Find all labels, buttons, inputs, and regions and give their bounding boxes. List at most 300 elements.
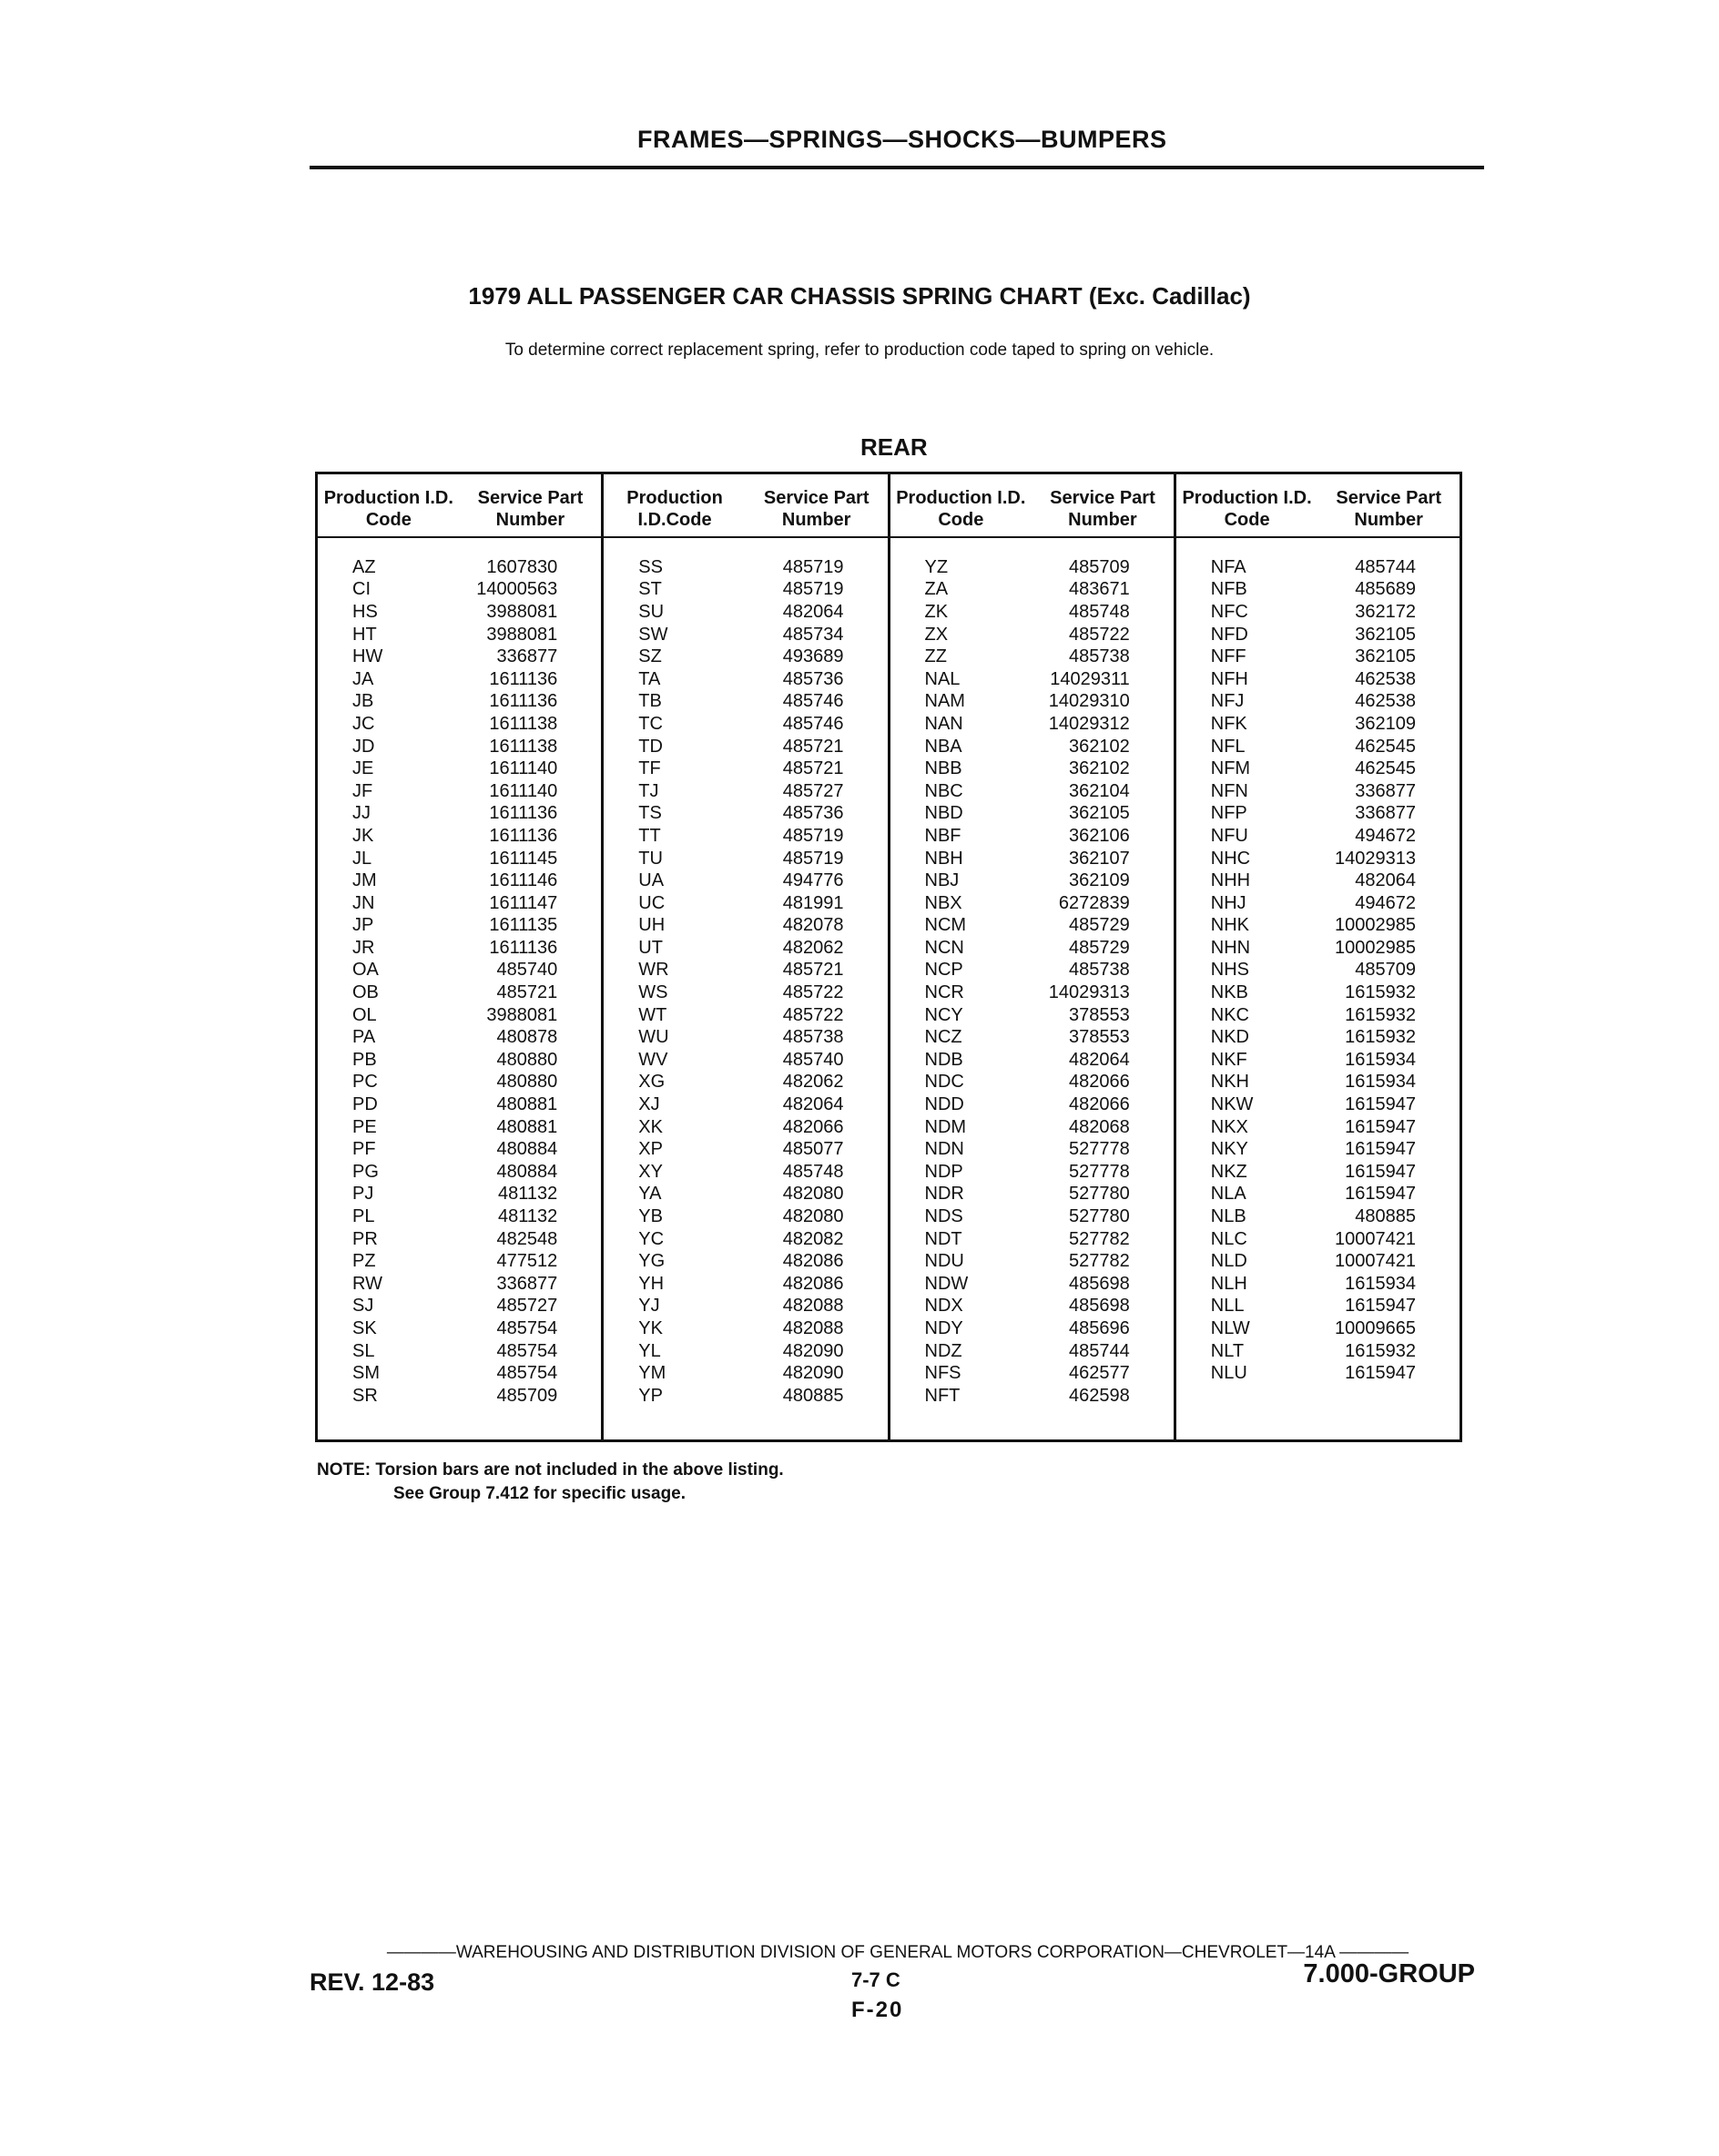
table-row — [1176, 780, 1460, 803]
production-code: NKH — [1210, 1072, 1249, 1093]
production-code: NLD — [1210, 1251, 1247, 1272]
table-row — [890, 1004, 1174, 1027]
table-row — [604, 825, 887, 848]
production-code: UT — [638, 937, 663, 958]
production-code: JP — [352, 915, 374, 936]
production-code: NBF — [924, 825, 961, 846]
table-row — [1176, 556, 1460, 579]
table-row — [318, 1161, 601, 1184]
service-part-number: 485729 — [1068, 937, 1130, 958]
production-code: NFP — [1210, 803, 1247, 824]
service-part-number: 1611140 — [489, 758, 558, 779]
table-row — [1176, 736, 1460, 758]
service-part-number: 485727 — [782, 780, 844, 801]
production-code: UA — [638, 870, 665, 891]
production-code: YZ — [924, 556, 949, 577]
service-part-number: 378553 — [1068, 1027, 1130, 1048]
table-row — [604, 1385, 887, 1408]
service-part-number: 481991 — [782, 892, 844, 913]
service-part-number: 362105 — [1355, 624, 1416, 645]
table-row — [604, 736, 887, 758]
service-part-number: 480880 — [496, 1049, 558, 1070]
production-code: NDY — [924, 1317, 963, 1338]
production-code: NDP — [924, 1161, 963, 1182]
production-code: XP — [638, 1139, 663, 1160]
table-row — [1176, 1004, 1460, 1027]
service-part-number: 1615947 — [1345, 1116, 1416, 1137]
service-part-number: 480884 — [496, 1139, 558, 1160]
service-part-number: 485709 — [496, 1385, 558, 1406]
table-row — [1176, 601, 1460, 624]
table-row — [1176, 892, 1460, 915]
group-number: 7.000-GROUP — [1303, 1959, 1475, 1988]
table-row — [1176, 825, 1460, 848]
table-row — [318, 1317, 601, 1340]
production-code: PZ — [352, 1251, 376, 1272]
production-code: WR — [638, 960, 669, 981]
service-part-number: 378553 — [1068, 1004, 1130, 1025]
production-code: YG — [638, 1251, 666, 1272]
table-row — [890, 915, 1174, 938]
page-number: 7-7 C — [851, 1968, 900, 1991]
production-code: JM — [352, 870, 377, 891]
production-code: NDX — [924, 1296, 963, 1317]
production-code: NCR — [924, 982, 964, 1003]
service-part-number: 482064 — [782, 601, 844, 622]
production-code: NBJ — [924, 870, 960, 891]
service-part-number: 485748 — [1068, 601, 1130, 622]
production-code: JD — [352, 736, 375, 757]
service-part-number: 14029313 — [1048, 982, 1130, 1003]
service-part-number: 485744 — [1068, 1340, 1130, 1361]
production-code: PD — [352, 1094, 378, 1115]
table-row — [604, 1093, 887, 1116]
table-row — [1176, 848, 1460, 870]
table-row — [604, 1116, 887, 1139]
note-line-2: See Group 7.412 for specific usage. — [393, 1484, 687, 1503]
service-part-number: 485746 — [782, 691, 844, 712]
production-code: SW — [638, 624, 668, 645]
table-row — [1176, 1250, 1460, 1273]
header-rule — [310, 166, 1484, 169]
production-code: NKZ — [1210, 1161, 1247, 1182]
table-row — [1176, 1138, 1460, 1161]
table-row — [318, 601, 601, 624]
service-part-number: 3988081 — [486, 1004, 558, 1025]
table-row — [318, 736, 601, 758]
service-part-number: 480885 — [782, 1385, 844, 1406]
table-row — [318, 1184, 601, 1206]
production-code: NKW — [1210, 1094, 1254, 1115]
production-code: NHH — [1210, 870, 1251, 891]
service-part-number: 494672 — [1355, 825, 1416, 846]
table-row — [890, 803, 1174, 826]
table-row — [318, 1228, 601, 1251]
production-code: NBD — [924, 803, 963, 824]
service-part-number: 527780 — [1068, 1184, 1130, 1205]
service-part-number: 462538 — [1355, 691, 1416, 712]
production-code: OB — [352, 982, 379, 1003]
production-code: NLH — [1210, 1273, 1247, 1294]
production-code: NLB — [1210, 1206, 1246, 1227]
production-code: NHJ — [1210, 892, 1246, 913]
table-row — [890, 1228, 1174, 1251]
production-code: NHC — [1210, 848, 1251, 869]
production-code: NFH — [1210, 668, 1248, 689]
table-row — [1176, 646, 1460, 668]
table-row — [890, 556, 1174, 579]
service-part-number: 1611136 — [489, 803, 558, 824]
service-part-number: 14029313 — [1335, 848, 1416, 869]
table-row — [890, 937, 1174, 960]
production-code: SU — [638, 601, 665, 622]
service-part-number: 362109 — [1068, 870, 1130, 891]
service-part-header: Service Part Number — [763, 488, 870, 530]
table-row — [890, 1362, 1174, 1385]
service-part-number: 494776 — [782, 870, 844, 891]
table-row — [604, 780, 887, 803]
service-part-number: 482064 — [782, 1094, 844, 1115]
table-row — [604, 668, 887, 691]
table-row — [1176, 1362, 1460, 1385]
production-code: NDM — [924, 1116, 967, 1137]
table-row — [890, 713, 1174, 736]
production-code: NCP — [924, 960, 963, 981]
service-part-number: 14000563 — [476, 579, 558, 600]
service-part-number: 14029312 — [1048, 713, 1130, 734]
production-code: WU — [638, 1027, 669, 1048]
table-row — [604, 579, 887, 602]
table-row — [1176, 1093, 1460, 1116]
table-row — [604, 758, 887, 780]
service-part-number: 1615947 — [1345, 1161, 1416, 1182]
table-row — [318, 1072, 601, 1094]
production-code: NFD — [1210, 624, 1248, 645]
production-code-header: Production I.D. Code — [1182, 488, 1312, 530]
production-code: NFB — [1210, 579, 1247, 600]
service-part-number: 10002985 — [1335, 937, 1416, 958]
service-part-number: 485754 — [496, 1340, 558, 1361]
table-row — [890, 1138, 1174, 1161]
table-row — [318, 1049, 601, 1072]
table-row — [1176, 937, 1460, 960]
production-code: SS — [638, 556, 663, 577]
production-code: WV — [638, 1049, 668, 1070]
production-code: JL — [352, 848, 372, 869]
service-part-number: 480881 — [496, 1094, 558, 1115]
table-row — [1176, 668, 1460, 691]
service-part-number: 485754 — [496, 1317, 558, 1338]
table-row — [318, 579, 601, 602]
sheet-number: F-20 — [851, 1998, 904, 2022]
table-row — [604, 1362, 887, 1385]
production-code: NBX — [924, 892, 962, 913]
note-line-1: NOTE: Torsion bars are not included in the above listing. — [317, 1460, 784, 1480]
service-part-number: 482090 — [782, 1340, 844, 1361]
table-row — [890, 825, 1174, 848]
service-part-number: 362106 — [1068, 825, 1130, 846]
service-part-number: 485722 — [782, 982, 844, 1003]
production-code: NKB — [1210, 982, 1248, 1003]
table-row — [890, 1161, 1174, 1184]
production-code: AZ — [352, 556, 376, 577]
production-code: NKF — [1210, 1049, 1247, 1070]
table-row — [604, 1296, 887, 1318]
service-part-number: 485721 — [782, 736, 844, 757]
service-part-number: 482068 — [1068, 1116, 1130, 1137]
column-group — [604, 474, 890, 1439]
service-part-number: 1615932 — [1345, 1340, 1416, 1361]
production-code: TJ — [638, 780, 659, 801]
service-part-number: 485740 — [496, 960, 558, 981]
table-row — [1176, 758, 1460, 780]
service-part-number: 485721 — [782, 758, 844, 779]
service-part-number: 482086 — [782, 1251, 844, 1272]
service-part-number: 480881 — [496, 1116, 558, 1137]
service-part-number: 1615947 — [1345, 1296, 1416, 1317]
production-code: TT — [638, 825, 661, 846]
production-code: TC — [638, 713, 663, 734]
table-row — [604, 1138, 887, 1161]
table-row — [318, 1296, 601, 1318]
production-code: JJ — [352, 803, 371, 824]
production-code: NFT — [924, 1385, 961, 1406]
service-part-number: 14029311 — [1050, 668, 1130, 689]
production-code: NLL — [1210, 1296, 1245, 1317]
production-code: YL — [638, 1340, 661, 1361]
service-part-number: 527782 — [1068, 1228, 1130, 1249]
production-code: NDR — [924, 1184, 964, 1205]
chart-title: 1979 ALL PASSENGER CAR CHASSIS SPRING CHART (Exc. Cadillac) — [468, 282, 1251, 310]
service-part-number: 336877 — [1355, 803, 1416, 824]
service-part-number: 362107 — [1068, 848, 1130, 869]
production-code: ST — [638, 579, 662, 600]
production-code: JN — [352, 892, 375, 913]
production-code: NCY — [924, 1004, 963, 1025]
service-part-number: 482062 — [782, 937, 844, 958]
production-code: JC — [352, 713, 375, 734]
table-row — [318, 1004, 601, 1027]
production-code: NFM — [1210, 758, 1251, 779]
production-code: OA — [352, 960, 379, 981]
production-code: ZA — [924, 579, 949, 600]
service-part-number: 1611138 — [489, 713, 558, 734]
table-row — [890, 691, 1174, 714]
service-part-number: 527778 — [1068, 1139, 1130, 1160]
production-code: TA — [638, 668, 661, 689]
column-group — [1176, 474, 1460, 1439]
table-row — [318, 1385, 601, 1408]
table-row — [604, 691, 887, 714]
table-row — [604, 1072, 887, 1094]
service-part-number: 485719 — [782, 579, 844, 600]
service-part-number: 482064 — [1355, 870, 1416, 891]
service-part-number: 493689 — [782, 646, 844, 667]
service-part-number: 1615947 — [1345, 1363, 1416, 1384]
production-code: SJ — [352, 1296, 374, 1317]
service-part-number: 482088 — [782, 1317, 844, 1338]
table-row — [1176, 981, 1460, 1004]
production-code: TU — [638, 848, 663, 869]
service-part-number: 480885 — [1355, 1206, 1416, 1227]
production-code: NDT — [924, 1228, 962, 1249]
table-row — [318, 556, 601, 579]
production-code: WS — [638, 982, 668, 1003]
production-code: NDS — [924, 1206, 963, 1227]
production-code: NCZ — [924, 1027, 962, 1048]
production-code: NLT — [1210, 1340, 1245, 1361]
table-row — [1176, 1205, 1460, 1228]
table-row — [318, 624, 601, 646]
table-row — [318, 960, 601, 982]
production-code: NDW — [924, 1273, 969, 1294]
production-code: PG — [352, 1161, 379, 1182]
service-part-number: 485738 — [1068, 646, 1130, 667]
table-row — [890, 736, 1174, 758]
service-part-header: Service Part Number — [477, 488, 584, 530]
service-part-number: 462545 — [1355, 758, 1416, 779]
table-row — [318, 870, 601, 892]
production-code: RW — [352, 1273, 382, 1294]
service-part-number: 494672 — [1355, 892, 1416, 913]
table-row — [1176, 1049, 1460, 1072]
service-part-number: 362102 — [1068, 758, 1130, 779]
service-part-number: 485727 — [496, 1296, 558, 1317]
table-row — [604, 556, 887, 579]
table-row — [604, 981, 887, 1004]
table-row — [890, 981, 1174, 1004]
production-code: NBC — [924, 780, 963, 801]
table-row — [1176, 1161, 1460, 1184]
production-code: NLC — [1210, 1228, 1247, 1249]
table-row — [604, 1273, 887, 1296]
table-row — [604, 1205, 887, 1228]
table-row — [604, 1026, 887, 1049]
service-part-number: 482548 — [496, 1228, 558, 1249]
production-code: XG — [638, 1072, 666, 1093]
production-code: NAM — [924, 691, 965, 712]
production-code: NBB — [924, 758, 962, 779]
production-code: JB — [352, 691, 374, 712]
table-row — [1176, 1340, 1460, 1363]
production-code: OL — [352, 1004, 377, 1025]
table-row — [890, 848, 1174, 870]
service-part-number: 482066 — [1068, 1094, 1130, 1115]
service-part-number: 527778 — [1068, 1161, 1130, 1182]
production-code: YC — [638, 1228, 665, 1249]
production-code: NKY — [1210, 1139, 1248, 1160]
production-code: YH — [638, 1273, 665, 1294]
service-part-number: 1611136 — [489, 668, 558, 689]
service-part-number: 462598 — [1068, 1385, 1130, 1406]
table-row — [604, 1317, 887, 1340]
table-row — [318, 1116, 601, 1139]
service-part-number: 6272839 — [1058, 892, 1130, 913]
table-row — [1176, 1072, 1460, 1094]
service-part-number: 10002985 — [1335, 915, 1416, 936]
table-row — [1176, 915, 1460, 938]
table-row — [604, 1049, 887, 1072]
production-code: NDU — [924, 1251, 964, 1272]
production-code: NFA — [1210, 556, 1246, 577]
service-part-number: 485077 — [782, 1139, 844, 1160]
table-row — [318, 1362, 601, 1385]
table-row — [1176, 1317, 1460, 1340]
production-code: PR — [352, 1228, 378, 1249]
service-part-number: 485734 — [782, 624, 844, 645]
service-part-number: 485748 — [782, 1161, 844, 1182]
production-code: PB — [352, 1049, 377, 1070]
service-part-number: 1615947 — [1345, 1094, 1416, 1115]
service-part-number: 10009665 — [1335, 1317, 1416, 1338]
service-part-number: 485729 — [1068, 915, 1130, 936]
production-code: NBA — [924, 736, 962, 757]
table-row — [318, 1138, 601, 1161]
production-code: NLW — [1210, 1317, 1250, 1338]
production-code: NKD — [1210, 1027, 1249, 1048]
production-code: NHN — [1210, 937, 1251, 958]
table-row — [318, 691, 601, 714]
service-part-number: 362109 — [1355, 713, 1416, 734]
table-row — [1176, 803, 1460, 826]
table-row — [318, 1340, 601, 1363]
service-part-number: 483671 — [1068, 579, 1130, 600]
service-part-number: 485719 — [782, 556, 844, 577]
table-row — [604, 1161, 887, 1184]
production-code: SM — [352, 1363, 380, 1384]
production-code: NBH — [924, 848, 963, 869]
production-code: PC — [352, 1072, 378, 1093]
service-part-number: 480880 — [496, 1072, 558, 1093]
table-row — [890, 960, 1174, 982]
production-code: NFF — [1210, 646, 1246, 667]
column-group-header — [318, 474, 601, 538]
production-code: HT — [352, 624, 377, 645]
production-code: HS — [352, 601, 378, 622]
table-row — [1176, 713, 1460, 736]
service-part-number: 482066 — [1068, 1072, 1130, 1093]
service-part-number: 1611146 — [489, 870, 558, 891]
service-part-number: 14029310 — [1048, 691, 1130, 712]
production-code: NFJ — [1210, 691, 1245, 712]
service-part-number: 482062 — [782, 1072, 844, 1093]
service-part-header: Service Part Number — [1336, 488, 1441, 530]
table-row — [890, 1385, 1174, 1408]
table-row — [890, 646, 1174, 668]
service-part-number: 1615934 — [1345, 1273, 1416, 1294]
production-code: NKX — [1210, 1116, 1248, 1137]
service-part-number: 485740 — [782, 1049, 844, 1070]
table-row — [890, 1317, 1174, 1340]
service-part-number: 485719 — [782, 848, 844, 869]
service-part-number: 485736 — [782, 668, 844, 689]
service-part-number: 481132 — [497, 1184, 558, 1205]
production-code: HW — [352, 646, 383, 667]
production-code-header: Production I.D. Code — [896, 488, 1026, 530]
service-part-number: 485709 — [1068, 556, 1130, 577]
production-code: UC — [638, 892, 666, 913]
production-code: JK — [352, 825, 374, 846]
table-row — [1176, 1296, 1460, 1318]
table-row — [318, 1026, 601, 1049]
service-part-number: 485709 — [1355, 960, 1416, 981]
table-row — [890, 668, 1174, 691]
production-code: ZX — [924, 624, 949, 645]
table-row — [890, 1184, 1174, 1206]
production-code: YK — [638, 1317, 663, 1338]
table-row — [890, 624, 1174, 646]
production-code: NFK — [1210, 713, 1247, 734]
